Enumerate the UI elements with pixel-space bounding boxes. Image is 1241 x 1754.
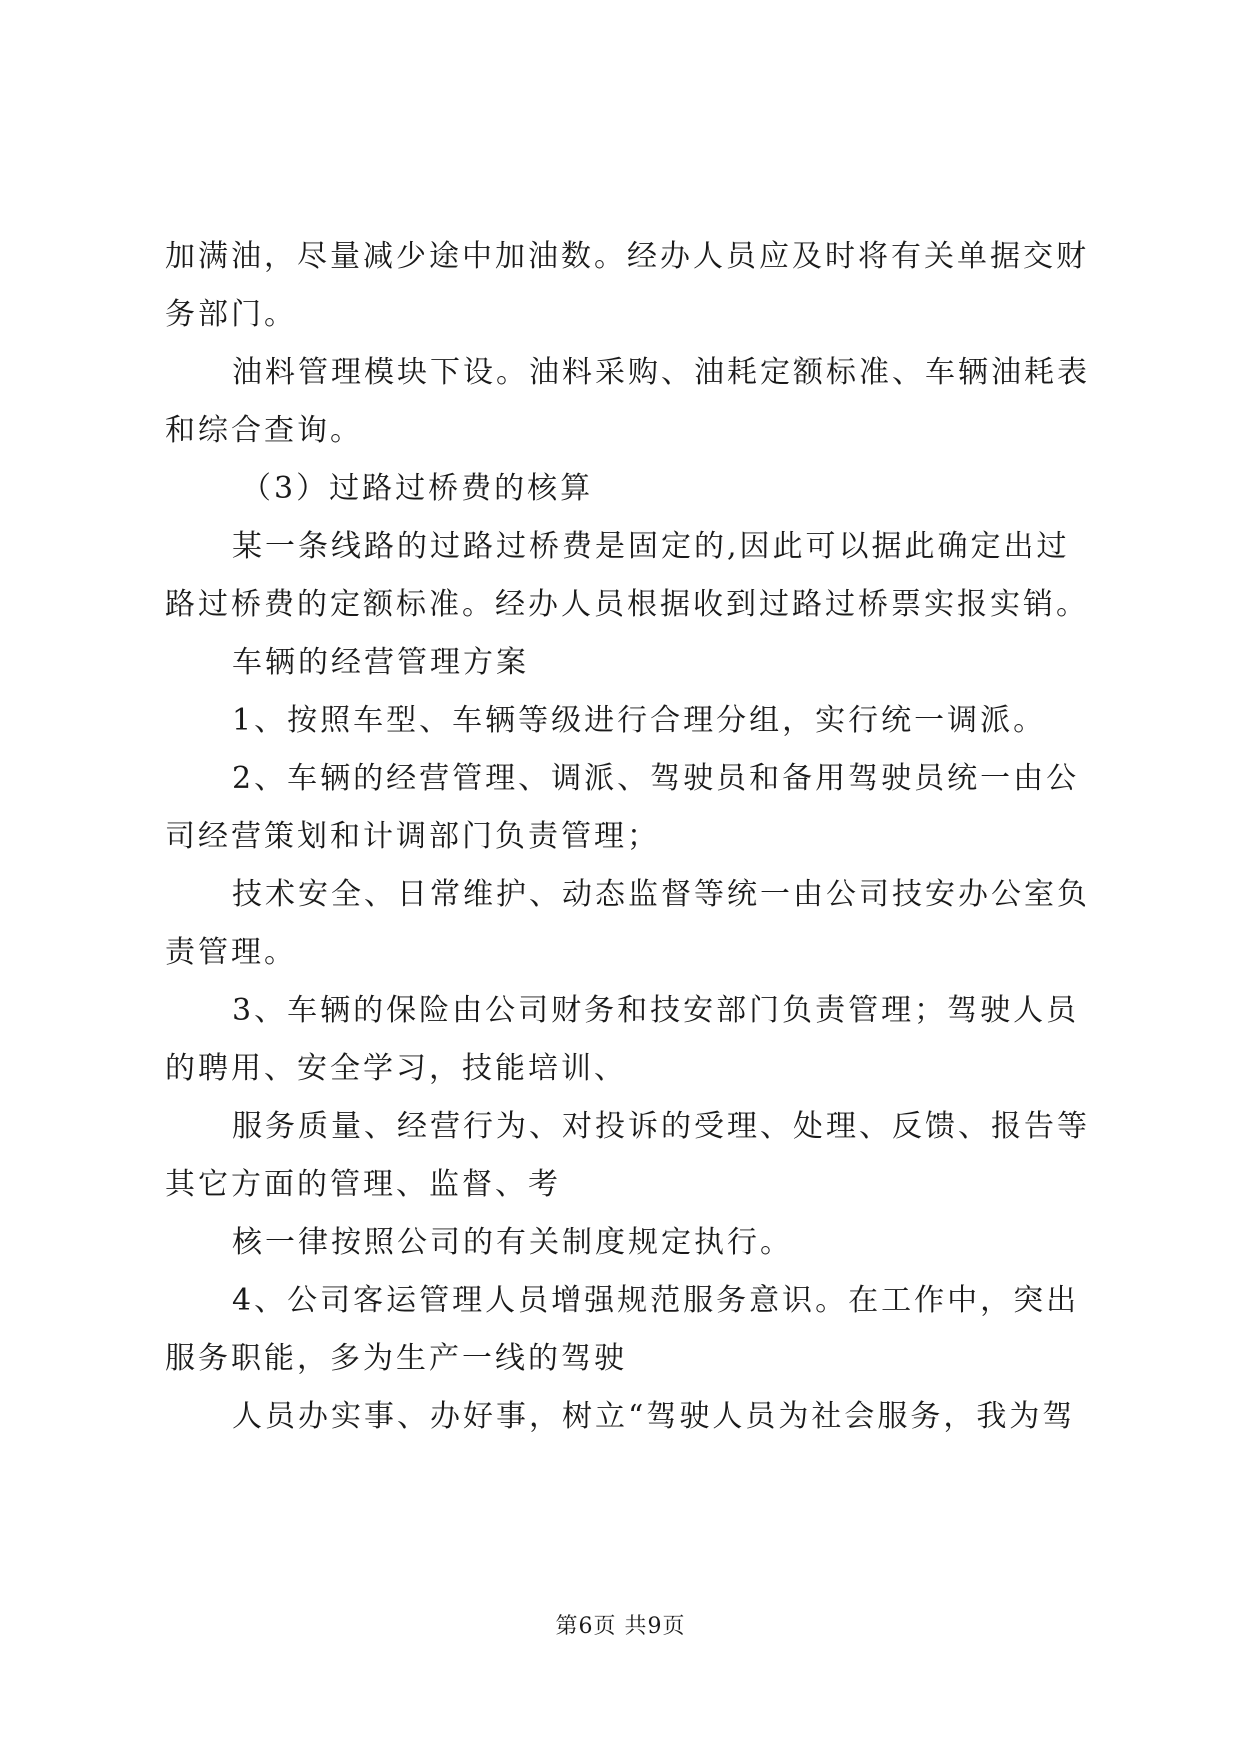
text-line: 和综合查询。 — [165, 413, 363, 448]
text-line: 务部门。 — [165, 297, 297, 332]
list-item: 2、车辆的经营管理、调派、驾驶员和备用驾驶员统一由公 — [232, 761, 1080, 796]
paragraph-start: 某一条线路的过路过桥费是固定的,因此可以据此确定出过 — [232, 529, 1070, 564]
text-line: 路过桥费的定额标准。经办人员根据收到过路过桥票实报实销。 — [165, 587, 1089, 622]
document-body — [165, 228, 1090, 1446]
text-line: 司经营策划和计调部门负责管理； — [165, 819, 660, 854]
paragraph-start: 技术安全、日常维护、动态监督等统一由公司技安办公室负 — [232, 877, 1090, 912]
text-line: 加满油，尽量减少途中加油数。经办人员应及时将有关单据交财 — [165, 239, 1089, 274]
section-heading: 车辆的经营管理方案 — [232, 645, 529, 680]
paragraph-start: 油料管理模块下设。油料采购、油耗定额标准、车辆油耗表 — [232, 355, 1090, 390]
paragraph-start: 核一律按照公司的有关制度规定执行。 — [232, 1225, 793, 1260]
list-item: 1、按照车型、车辆等级进行合理分组，实行统一调派。 — [232, 703, 1047, 738]
list-item: 4、公司客运管理人员增强规范服务意识。在工作中，突出 — [232, 1283, 1080, 1318]
text-line: 的聘用、安全学习，技能培训、 — [165, 1051, 627, 1086]
text-line: 服务职能，多为生产一线的驾驶 — [165, 1341, 627, 1376]
list-item: 3、车辆的保险由公司财务和技安部门负责管理；驾驶人员 — [232, 993, 1080, 1028]
page-number-footer: 第6页 共9页 — [555, 1614, 686, 1639]
section-heading: （3）过路过桥费的核算 — [241, 471, 594, 506]
paragraph-start: 服务质量、经营行为、对投诉的受理、处理、反馈、报告等 — [232, 1109, 1090, 1144]
paragraph-start: 人员办实事、办好事，树立“驾驶人员为社会服务，我为驾 — [232, 1399, 1076, 1434]
text-line: 责管理。 — [165, 935, 297, 970]
text-line: 其它方面的管理、监督、考 — [165, 1167, 561, 1202]
